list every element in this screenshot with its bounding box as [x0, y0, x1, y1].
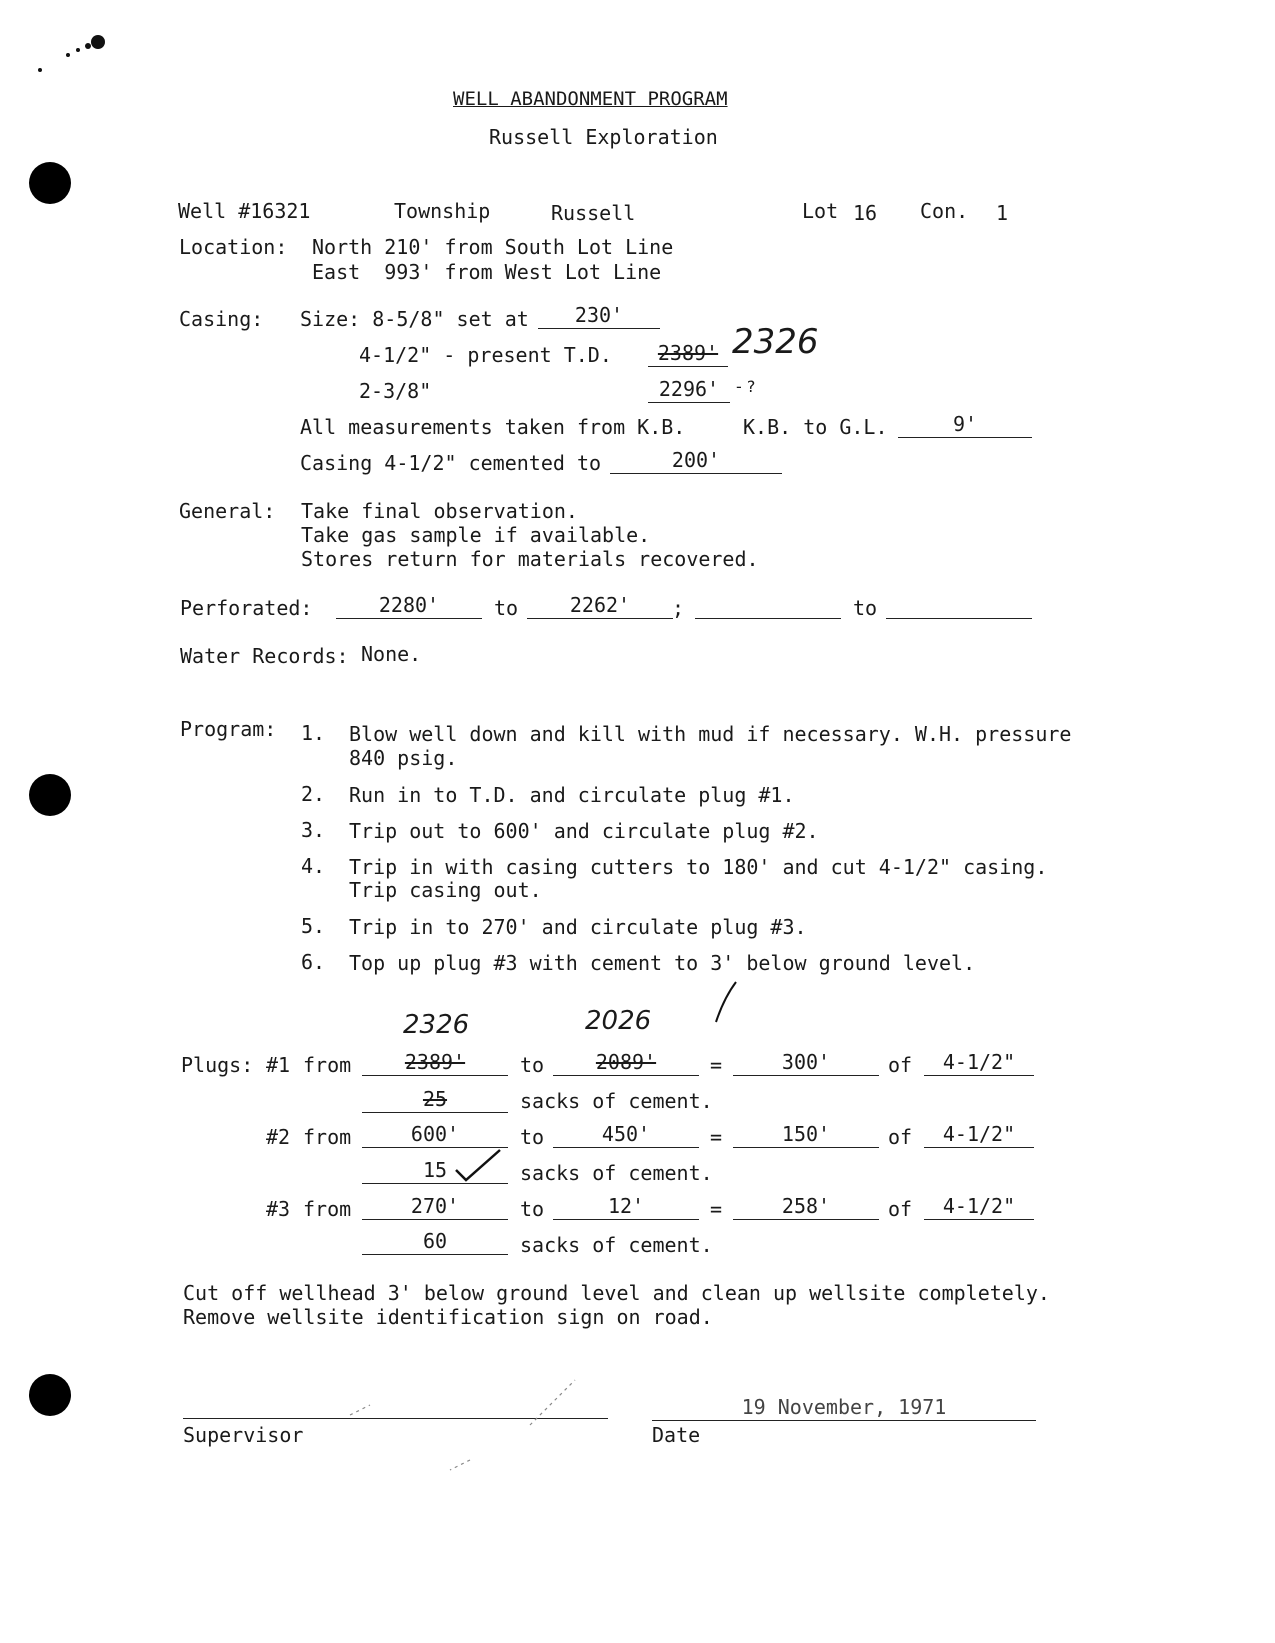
plug-sacks-value: 25 [362, 1086, 508, 1113]
plug-sacks-value: 60 [362, 1228, 508, 1255]
program-step-text: Run in to T.D. and circulate plug #1. [349, 783, 795, 807]
con-label: Con. [920, 199, 969, 223]
location-line-2: East 993' from West Lot Line [312, 260, 662, 284]
plug-to-word: to [520, 1197, 545, 1221]
general-label: General: [179, 499, 276, 523]
punch-hole-bottom [29, 1374, 71, 1416]
program-step-text: Top up plug #3 with cement to 3' below ground level. [349, 951, 976, 975]
general-line-3: Stores return for materials recovered. [301, 547, 759, 571]
casing-row2-value: 2389' [648, 340, 728, 367]
program-step-text: Trip in with casing cutters to 180' and cut 4-1/2" casing. [349, 855, 1048, 879]
date-value: 19 November, 1971 [652, 1394, 1036, 1421]
water-records-value: None. [361, 642, 422, 666]
program-step-text: Trip in to 270' and circulate plug #3. [349, 915, 807, 939]
plug-number: #2 [266, 1125, 291, 1149]
well-number: Well #16321 [178, 199, 311, 223]
casing-row2-label: 4-1/2" - present T.D. [359, 343, 612, 367]
program-step-text: Blow well down and kill with mud if necessary. W.H. pressure [349, 722, 1072, 746]
location-line-1: North 210' from South Lot Line [312, 235, 674, 259]
plug-to-value: 450' [553, 1121, 699, 1148]
perforated-label: Perforated: [180, 596, 313, 620]
con-value: 1 [996, 201, 1009, 225]
casing-size-value: 230' [538, 302, 660, 329]
plug-of-word: of [888, 1125, 913, 1149]
punch-hole-middle [29, 774, 71, 816]
plug-to-word: to [520, 1125, 545, 1149]
company-name: Russell Exploration [489, 125, 718, 149]
closing-line-2: Remove wellsite identification sign on road. [183, 1305, 713, 1329]
perforated-separator: ; [672, 596, 685, 620]
casing-size-label: Size: 8-5/8" set at [300, 307, 529, 331]
general-line-2: Take gas sample if available. [301, 523, 651, 547]
punch-hole-top [29, 162, 71, 204]
check-mark-stroke [704, 978, 744, 1028]
plug-to-value: 2089' [553, 1049, 699, 1076]
perforated-from-2 [695, 592, 841, 619]
plug-equals: = [710, 1053, 723, 1077]
program-label: Program: [180, 717, 277, 741]
page-title: WELL ABANDONMENT PROGRAM [453, 88, 728, 110]
program-step-text-cont: 840 psig. [349, 746, 458, 770]
plug-of-word: of [888, 1053, 913, 1077]
perforated-to-2 [886, 592, 1032, 619]
program-step-num: 5. [301, 914, 326, 938]
township-value: Russell [551, 201, 636, 225]
measurements-note: All measurements taken from K.B. [300, 415, 686, 439]
township-label: Township [394, 199, 491, 223]
program-step-num: 3. [301, 818, 326, 842]
plug-size-value: 4-1/2" [924, 1121, 1034, 1148]
plug-from-word: from [303, 1053, 352, 1077]
plug-from-value: 600' [362, 1121, 508, 1148]
supervisor-label: Supervisor [183, 1423, 304, 1447]
lot-label: Lot [802, 199, 839, 223]
plug-number: #3 [266, 1197, 291, 1221]
program-step-text-cont: Trip casing out. [349, 878, 542, 902]
plug-equals: = [710, 1197, 723, 1221]
date-label: Date [652, 1423, 701, 1447]
closing-line-1: Cut off wellhead 3' below ground level and clean up wellsite completely. [183, 1281, 1050, 1305]
ink-smudge-decoration [30, 30, 120, 80]
signature-scribble [330, 1365, 590, 1475]
plug-sacks-text: sacks of cement. [520, 1161, 713, 1185]
plug1-to-handwritten: 2026 [585, 1006, 652, 1036]
plug-number: #1 [266, 1053, 291, 1077]
plug-length-value: 300' [733, 1049, 879, 1076]
perforated-to-word-1: to [494, 596, 519, 620]
casing-row3-mark: - ? [736, 377, 756, 396]
plug-to-value: 12' [553, 1193, 699, 1220]
location-label: Location: [179, 235, 288, 259]
plug-sacks-text: sacks of cement. [520, 1233, 713, 1257]
casing-row3-value: 2296' [648, 376, 730, 403]
plug-equals: = [710, 1125, 723, 1149]
plug-sacks-text: sacks of cement. [520, 1089, 713, 1113]
program-step-num: 2. [301, 782, 326, 806]
check-mark-icon [452, 1146, 504, 1182]
plug-from-word: from [303, 1125, 352, 1149]
plug-from-value: 2389' [362, 1049, 508, 1076]
perforated-from-1: 2280' [336, 592, 482, 619]
plug-sacks-value: 15 [362, 1157, 508, 1184]
cemented-value: 200' [610, 447, 782, 474]
kb-gl-value: 9' [898, 411, 1032, 438]
plug-length-value: 150' [733, 1121, 879, 1148]
casing-row2-handwritten: 2326 [732, 322, 819, 362]
lot-value: 16 [853, 201, 878, 225]
plug-from-value: 270' [362, 1193, 508, 1220]
program-step-num: 4. [301, 854, 326, 878]
plug1-from-handwritten: 2326 [403, 1010, 470, 1040]
program-step-num: 1. [301, 721, 326, 745]
casing-row3-label: 2-3/8" [359, 379, 432, 403]
plug-length-value: 258' [733, 1193, 879, 1220]
plug-size-value: 4-1/2" [924, 1193, 1034, 1220]
kb-gl-label: K.B. to G.L. [743, 415, 888, 439]
perforated-to-1: 2262' [527, 592, 673, 619]
plug-size-value: 4-1/2" [924, 1049, 1034, 1076]
cemented-label: Casing 4-1/2" cemented to [300, 451, 602, 475]
plugs-label: Plugs: [181, 1053, 254, 1077]
perforated-to-word-2: to [853, 596, 878, 620]
casing-label: Casing: [179, 307, 264, 331]
water-records-label: Water Records: [180, 644, 349, 668]
plug-from-word: from [303, 1197, 352, 1221]
plug-to-word: to [520, 1053, 545, 1077]
plug-of-word: of [888, 1197, 913, 1221]
program-step-num: 6. [301, 950, 326, 974]
program-step-text: Trip out to 600' and circulate plug #2. [349, 819, 819, 843]
general-line-1: Take final observation. [301, 499, 578, 523]
